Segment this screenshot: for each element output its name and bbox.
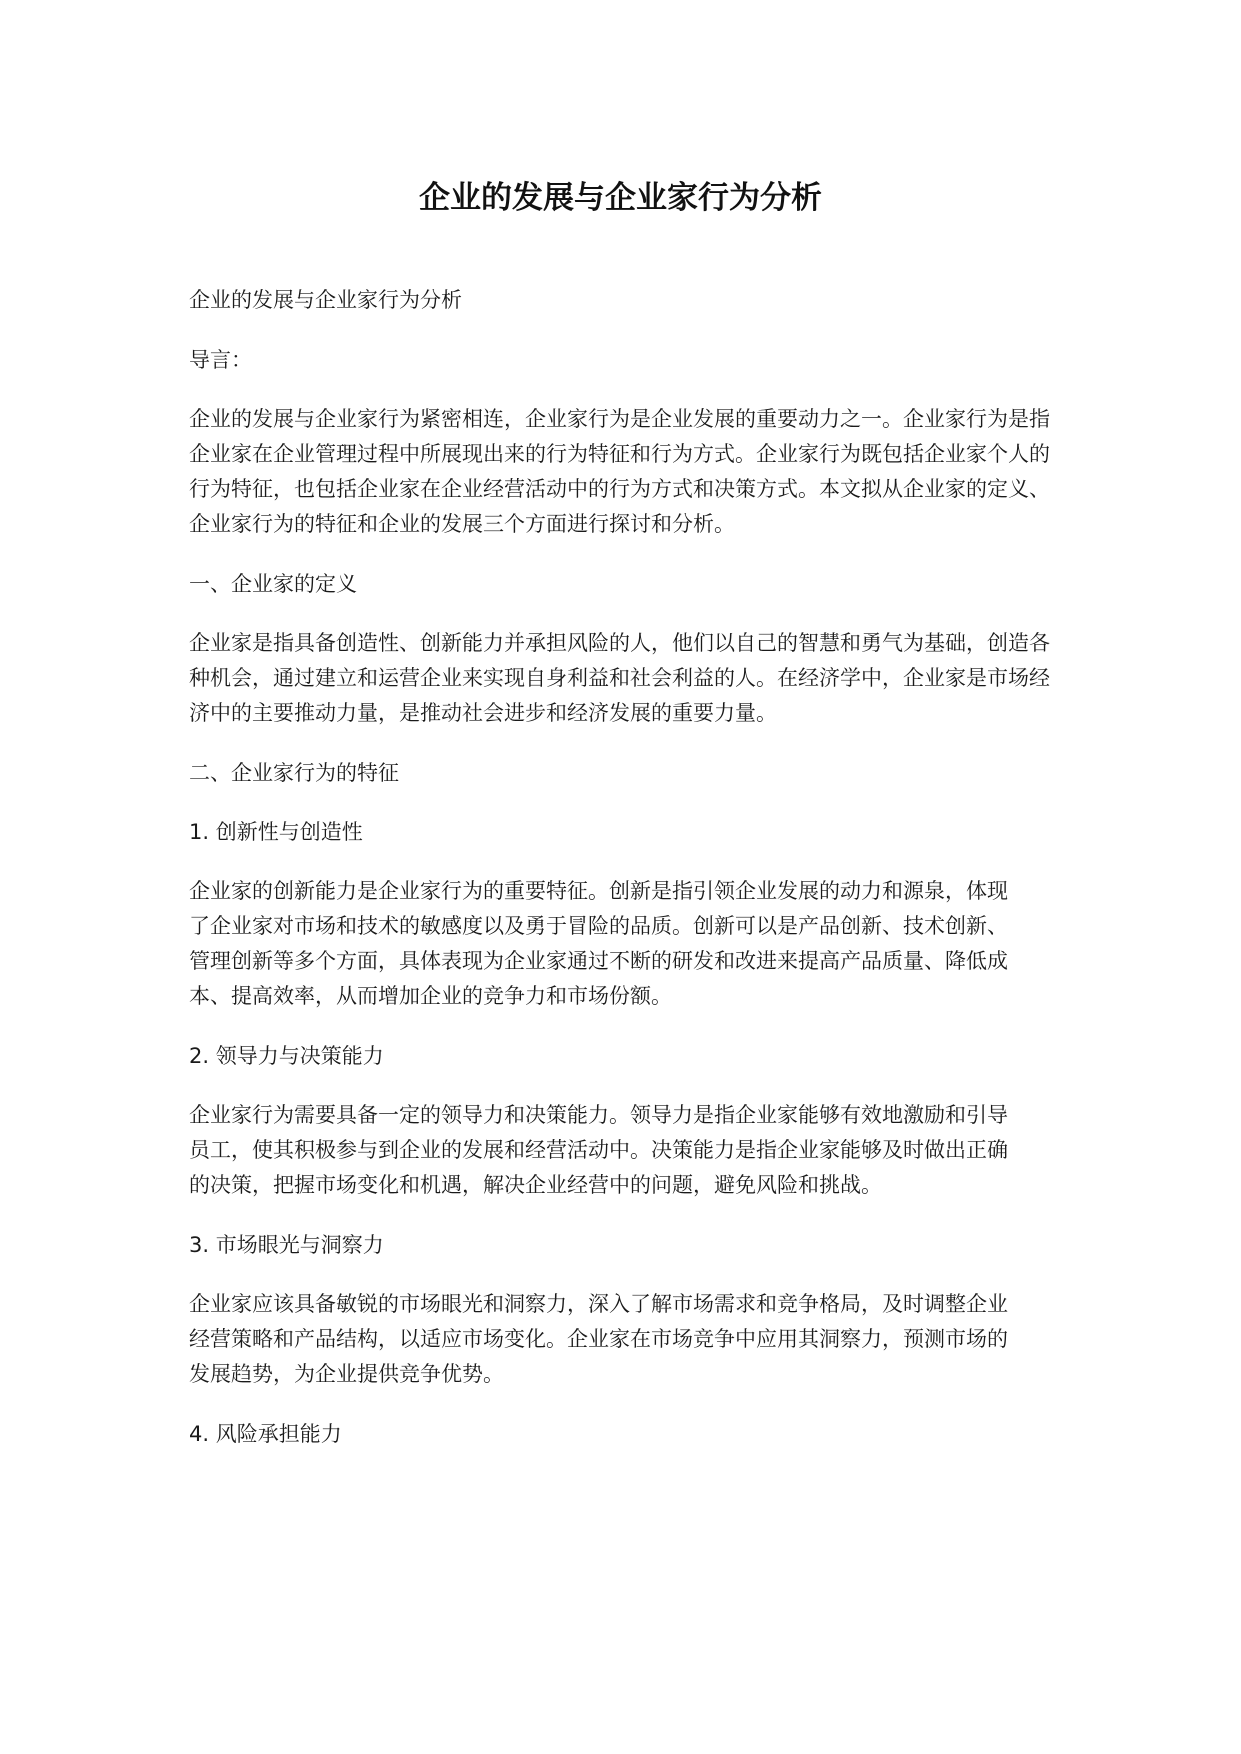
introduction-paragraph: 企业的发展与企业家行为紧密相连，企业家行为是企业发展的重要动力之一。企业家行为是指企业家在企业管理过程中所展现出来的行为特征和行为方式。企业家行为既包括企业家个人的行为特征，也包括企业家在企业经营活动中的行为方式和决策方式。本文拟从企业家的定义、企业家行为的特征和企业的发展三个方面进行探讨和分析。 xyxy=(189,407,1050,536)
introduction-heading: 导言： xyxy=(189,348,252,372)
subtitle-paragraph: 企业的发展与企业家行为分析 xyxy=(189,288,462,312)
document-body xyxy=(189,283,1069,1476)
subsection-2-1-paragraph: 企业家的创新能力是企业家行为的重要特征。创新是指引领企业发展的动力和源泉，体现了企业家对市场和技术的敏感度以及勇于冒险的品质。创新可以是产品创新、技术创新、管理创新等多个方面，具体表现为企业家通过不断的研发和改进来提高产品质量、降低成本、提高效率，从而增加企业的竞争力和市场份额。 xyxy=(189,879,1008,1008)
subsection-2-2-heading: 2. 领导力与决策能力 xyxy=(189,1044,384,1068)
document-title: 企业的发展与企业家行为分析 xyxy=(419,180,822,216)
subsection-2-1-heading: 1. 创新性与创造性 xyxy=(189,820,363,844)
section-2-heading: 二、企业家行为的特征 xyxy=(189,761,399,785)
section-1-paragraph: 企业家是指具备创造性、创新能力并承担风险的人，他们以自己的智慧和勇气为基础，创造各种机会，通过建立和运营企业来实现自身利益和社会利益的人。在经济学中，企业家是市场经济中的主要推动力量，是推动社会进步和经济发展的重要力量。 xyxy=(189,631,1050,725)
section-1-heading: 一、企业家的定义 xyxy=(189,572,357,596)
subsection-2-3-paragraph: 企业家应该具备敏锐的市场眼光和洞察力，深入了解市场需求和竞争格局，及时调整企业经营策略和产品结构，以适应市场变化。企业家在市场竞争中应用其洞察力，预测市场的发展趋势，为企业提供竞争优势。 xyxy=(189,1292,1008,1386)
subsection-2-4-heading: 4. 风险承担能力 xyxy=(189,1422,342,1446)
subsection-2-2-paragraph: 企业家行为需要具备一定的领导力和决策能力。领导力是指企业家能够有效地激励和引导员工，使其积极参与到企业的发展和经营活动中。决策能力是指企业家能够及时做出正确的决策，把握市场变化和机遇，解决企业经营中的问题，避免风险和挑战。 xyxy=(189,1103,1008,1197)
subsection-2-3-heading: 3. 市场眼光与洞察力 xyxy=(189,1233,384,1257)
